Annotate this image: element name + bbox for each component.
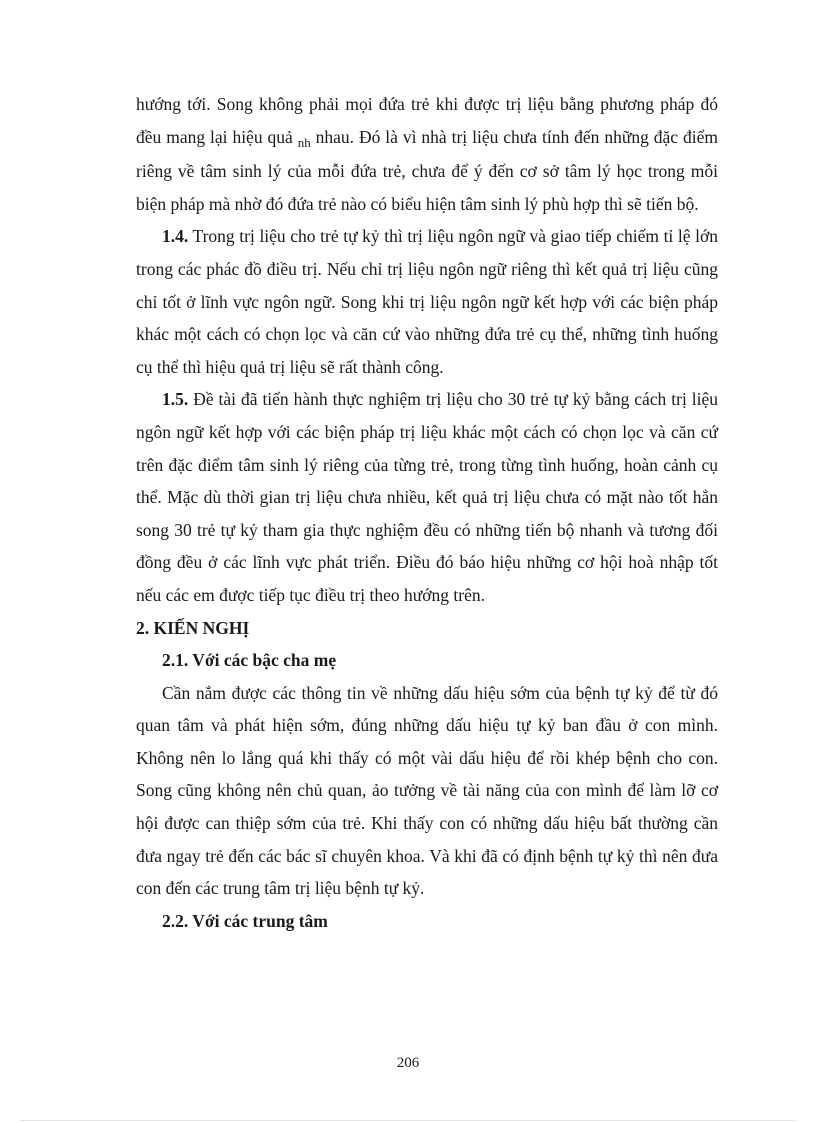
section-1-5-text: Đề tài đã tiến hành thực nghiệm trị liệu cho 30 trẻ tự kỷ bằng cách trị liệu ngôn ngữ kết hợp với các biện pháp trị liệu khác một cách có chọn lọc và căn cứ trên đặc điểm tâm sinh lý riêng của từng trẻ, trong từng tình huống, hoàn cảnh cụ thể. Mặc dù thời gian trị liệu chưa nhiều, kết quả trị liệu chưa có mặt nào tốt hẳn song 30 trẻ tự kỷ tham gia thực nghiệm đều có những tiến bộ nhanh và tương đối đồng đều ở các lĩnh vực phát triển. Điều đó báo hiệu những cơ hội hoà nhập tốt nếu các em được tiếp tục điều trị theo hướng trên. [136, 389, 718, 605]
page-number: 206 [396, 1055, 420, 1071]
section-1-4-number: 1.4. [162, 226, 189, 247]
section-1-4-text: Trong trị liệu cho trẻ tự kỷ thì trị liệu ngôn ngữ và giao tiếp chiếm tỉ lệ lớn trong các phác đồ điều trị. Nếu chỉ trị liệu ngôn ngữ riêng thì kết quả trị liệu cũng chỉ tốt ở lĩnh vực ngôn ngữ. Song khi trị liệu ngôn ngữ kết hợp với các biện pháp khác một cách có chọn lọc và căn cứ vào những đứa trẻ cụ thể, những tình huống cụ thể thì hiệu quả trị liệu sẽ rất thành công. [136, 226, 718, 377]
intro-text-part1: hướng tới. Song không phải mọi đứa trẻ khi được trị liệu bằng phương pháp đó đều mang lại hiệu quả [136, 94, 718, 147]
section-2-2-heading: 2.2. Với các trung tâm [162, 910, 328, 931]
section-2-1-paragraph: Cần nắm được các thông tin về những dấu hiệu sớm của bệnh tự kỷ để từ đó quan tâm và phát hiện sớm, đúng những dấu hiệu tự kỷ ban đầu ở con mình. Không nên lo lắng quá khi thấy có một vài dấu hiệu để rồi khép bệnh cho con. Song cũng không nên chủ quan, ảo tưởng về tài năng của con mình để làm lỡ cơ hội được can thiệp sớm của trẻ. Khi thấy con có những dấu hiệu bất thường cần đưa ngay trẻ đến các bác sĩ chuyên khoa. Và khi đã có định bệnh tự kỷ thì nên đưa con đến các trung tâm trị liệu bệnh tự kỷ. [136, 682, 718, 899]
section-1-5-number: 1.5. [162, 389, 189, 410]
section-2-1-heading: 2.1. Với các bậc cha mẹ [162, 650, 337, 671]
section-1-4-paragraph [136, 220, 718, 383]
intro-text-part2: nhau. Đó là vì nhà trị liệu chưa tính đến những đặc điểm riêng về tâm sinh lý của mỗi đứa trẻ, chưa để ý đến cơ sở tâm lý học trong mỗi biện pháp mà nhờ đó đứa trẻ nào có biểu hiện tâm sinh lý phù hợp thì sẽ tiến bộ. [136, 126, 718, 214]
section-2-heading: 2. KIẾN NGHỊ [136, 617, 250, 638]
section-1-5-paragraph [136, 383, 718, 611]
page-bottom-divider [20, 1120, 796, 1121]
intro-paragraph [136, 88, 718, 220]
page-content [136, 88, 718, 937]
intro-small-fragment: nh [297, 134, 311, 150]
